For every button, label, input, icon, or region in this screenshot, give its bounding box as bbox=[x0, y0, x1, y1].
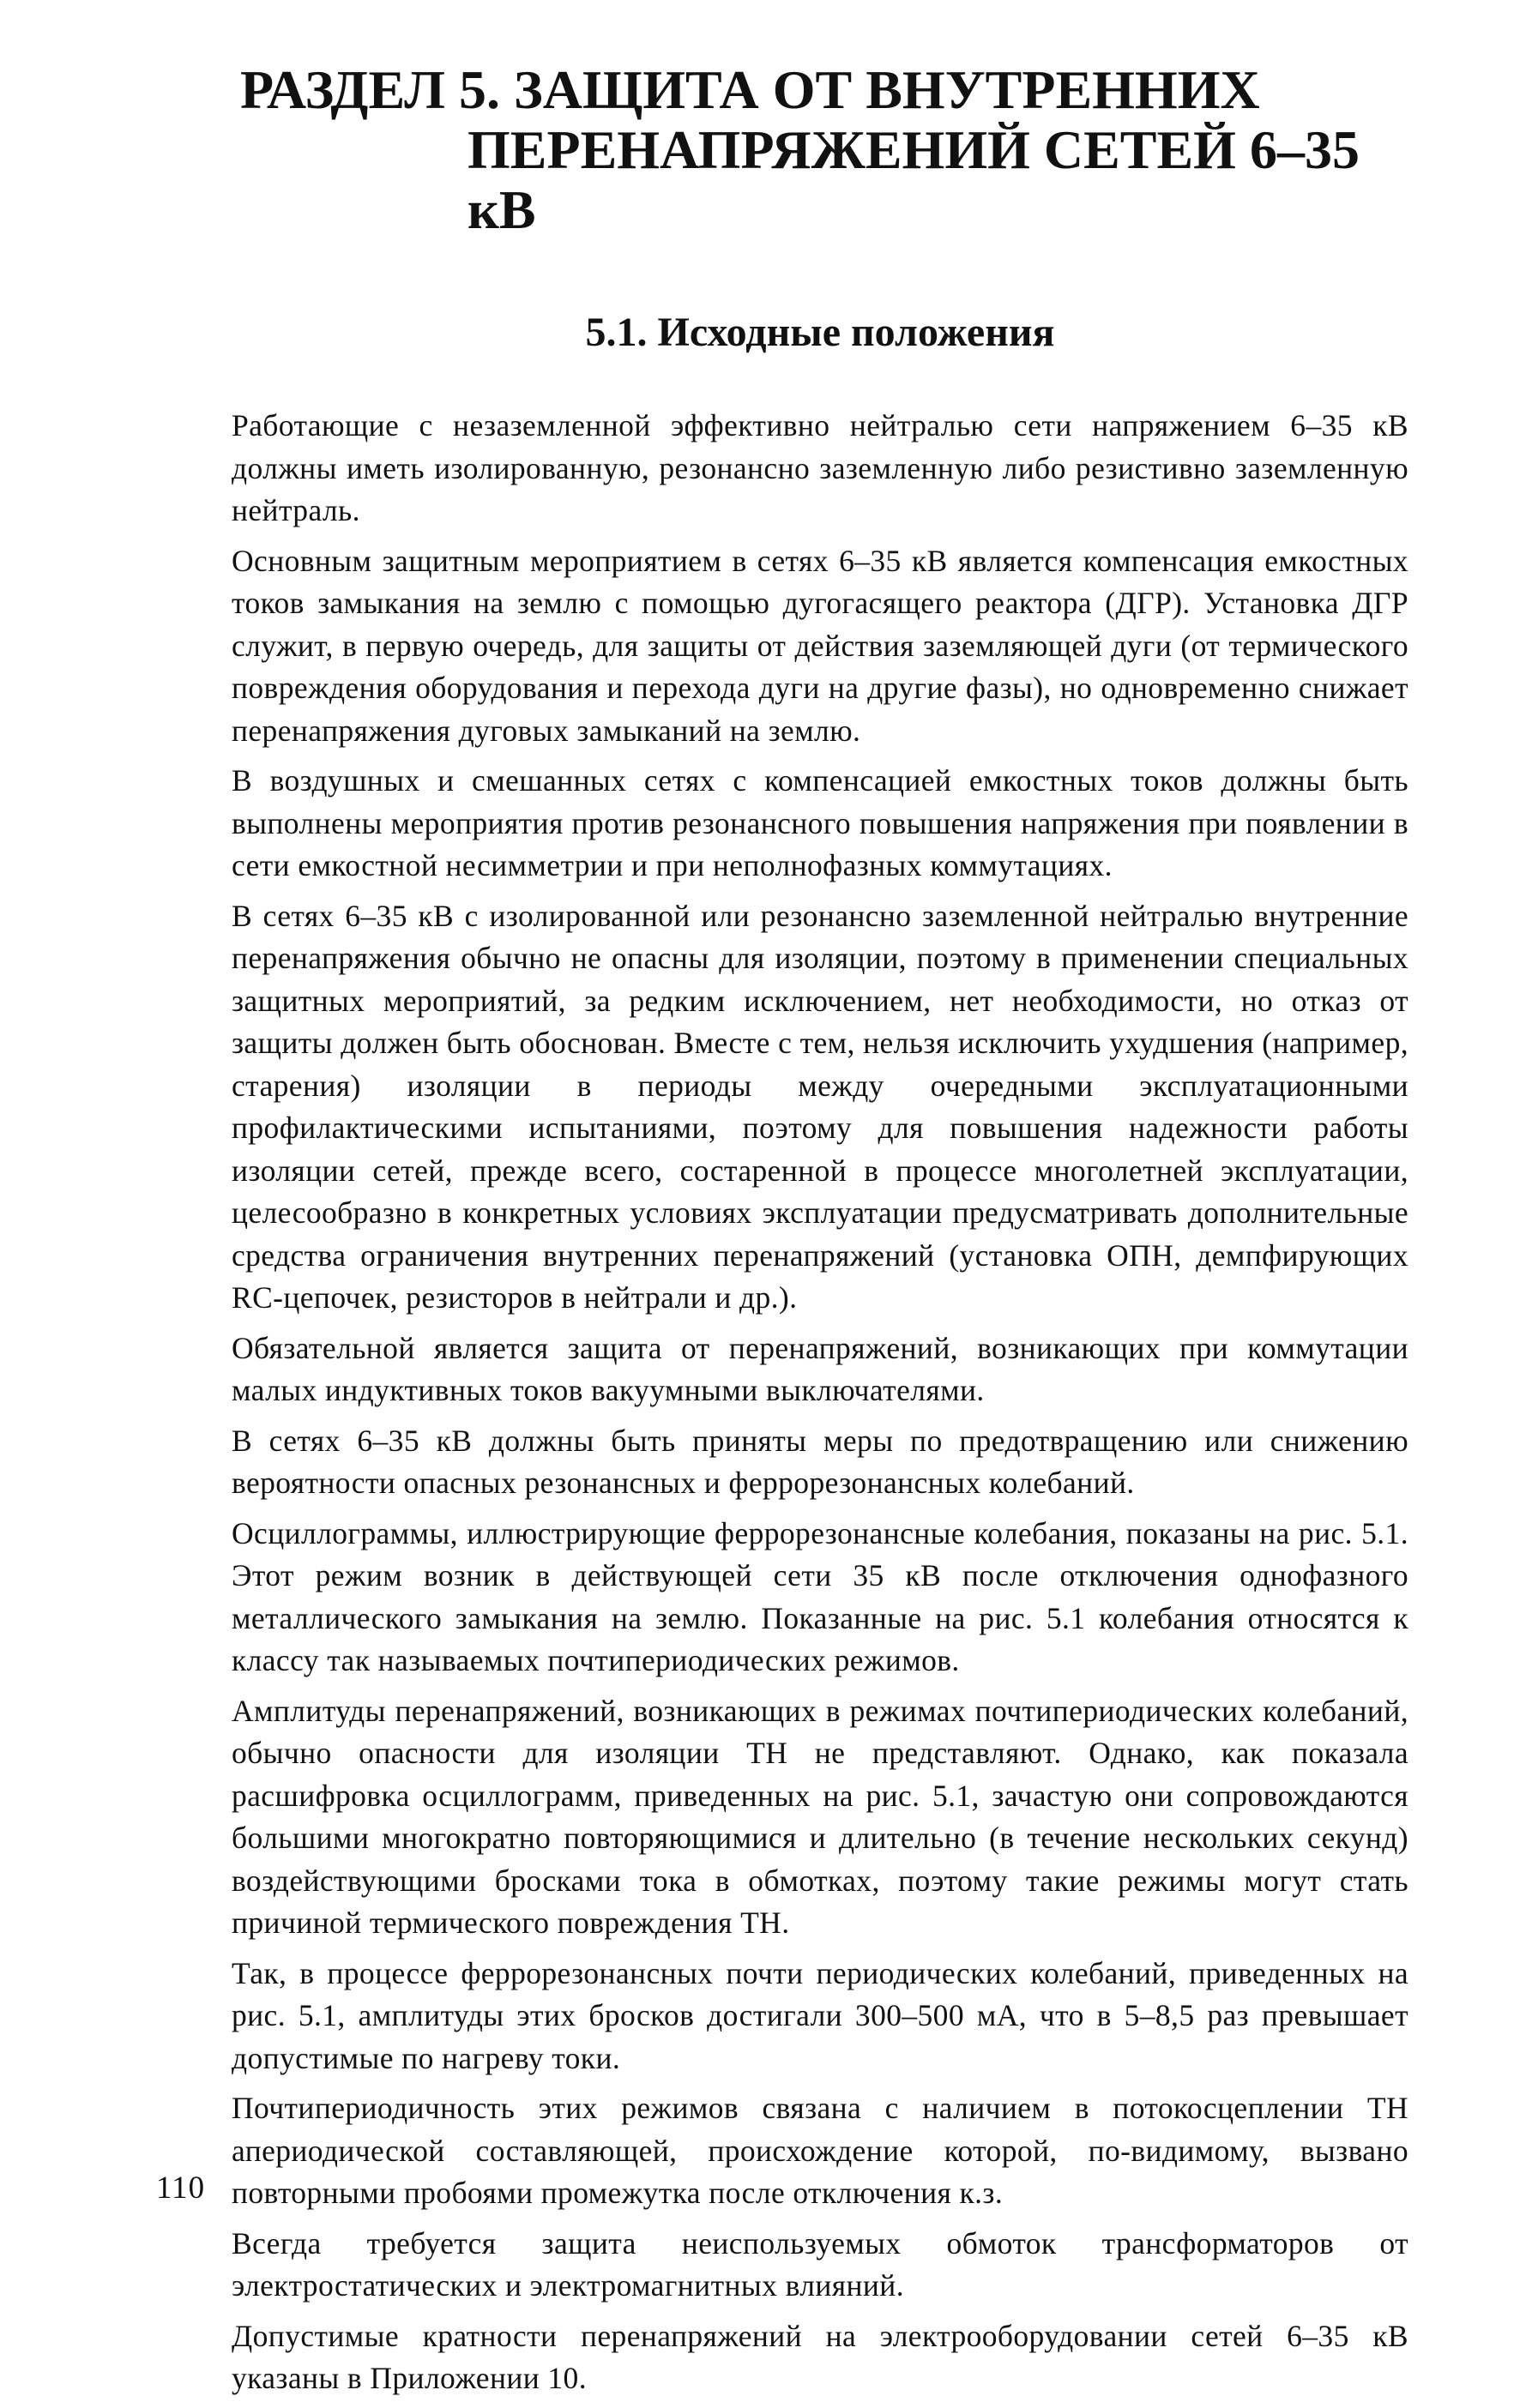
paragraph: Почтипериодичность этих режимов связана с наличием в потокосцеплении ТН апериодической составляющей, происхождение которой, по-видимому, вызвано повторными пробоями промежутка после отключения к.з. bbox=[232, 2091, 1408, 2210]
chapter-title-line-2: ПЕРЕНАПРЯЖЕНИЙ СЕТЕЙ 6–35 кВ bbox=[467, 119, 1360, 240]
paragraph: Так, в процессе феррорезонансных почти периодических колебаний, приведенных на рис. 5.1, амплитуды этих бросков достигали 300–500 мА, что в 5–8,5 раз превышает допустимые по нагреву токи. bbox=[232, 1955, 1408, 2075]
body-text bbox=[232, 405, 1408, 2400]
paragraph: Допустимые кратности перенапряжений на электрооборудовании сетей 6–35 кВ указаны в Приложении 10. bbox=[232, 2318, 1408, 2395]
paragraph: Обязательной является защита от перенапряжений, возникающих при коммутации малых индуктивных токов вакуумными выключателями. bbox=[232, 1330, 1408, 1407]
paragraph: Осциллограммы, иллюстрирующие феррорезонансные колебания, показаны на рис. 5.1. Этот режим возник в действующей сети 35 кВ после отключения однофазного металлического замыкания на землю. Показанные на рис. 5.1 колебания относятся к классу так называемых почтипериодических режимов. bbox=[232, 1515, 1408, 1677]
page-content bbox=[232, 60, 1408, 2408]
page-number: 110 bbox=[156, 2170, 206, 2206]
section-title: 5.1. Исходные положения bbox=[585, 310, 1055, 355]
paragraph: Амплитуды перенапряжений, возникающих в режимах почтипериодических колебаний, обычно опасности для изоляции ТН не представляют. Однако, как показала расшифровка осциллограмм, приведенных на рис. 5.1, зачастую они сопровождаются большими многократно повторяющимися и длительно (в течение нескольких секунд) воздействующими бросками тока в обмотках, поэтому такие режимы могут стать причиной термического повреждения ТН. bbox=[232, 1693, 1408, 1940]
paragraph: В сетях 6–35 кВ должны быть приняты меры по предотвращению или снижению вероятности опасных резонансных и феррорезонансных колебаний. bbox=[232, 1423, 1408, 1500]
paragraph: Основным защитным мероприятием в сетях 6–35 кВ является компенсация емкостных токов замыкания на землю с помощью дугогасящего реактора (ДГР). Установка ДГР служит, в первую очередь, для защиты от действия заземляющей дуги (от термического повреждения оборудования и перехода дуги на другие фазы), но одновременно снижает перенапряжения дуговых замыканий на землю. bbox=[232, 543, 1408, 748]
paragraph: В воздушных и смешанных сетях с компенсацией емкостных токов должны быть выполнены мероприятия против резонансного повышения напряжения при появлении в сети емкостной несимметрии и при неполнофазных коммутациях. bbox=[232, 763, 1408, 882]
chapter-title bbox=[240, 60, 1408, 240]
chapter-title-line-1: РАЗДЕЛ 5. ЗАЩИТА ОТ ВНУТРЕННИХ bbox=[240, 59, 1260, 120]
paragraph: Всегда требуется защита неиспользуемых обмоток трансформаторов от электростатических и электромагнитных влияний. bbox=[232, 2225, 1408, 2303]
paragraph: В сетях 6–35 кВ с изолированной или резонансно заземленной нейтралью внутренние перенапряжения обычно не опасны для изоляции, поэтому в применении специальных защитных мероприятий, за редким исключением, нет необходимости, но отказ от защиты должен быть обоснован. Вместе с тем, нельзя исключить ухудшения (например, старения) изоляции в периоды между очередными эксплуатационными профилактическими испытаниями, поэтому для повышения надежности работы изоляции сетей, прежде всего, состаренной в процессе многолетней эксплуатации, целесообразно в конкретных условиях эксплуатации предусматривать дополнительные средства ограничения внутренних перенапряжений (установка ОПН, демпфирующих RC-цепочек, резисторов в нейтрали и др.). bbox=[232, 898, 1408, 1315]
paragraph: Работающие с незаземленной эффективно нейтралью сети напряжением 6–35 кВ должны иметь изолированную, резонансно заземленную либо резистивно заземленную нейтраль. bbox=[232, 408, 1408, 527]
